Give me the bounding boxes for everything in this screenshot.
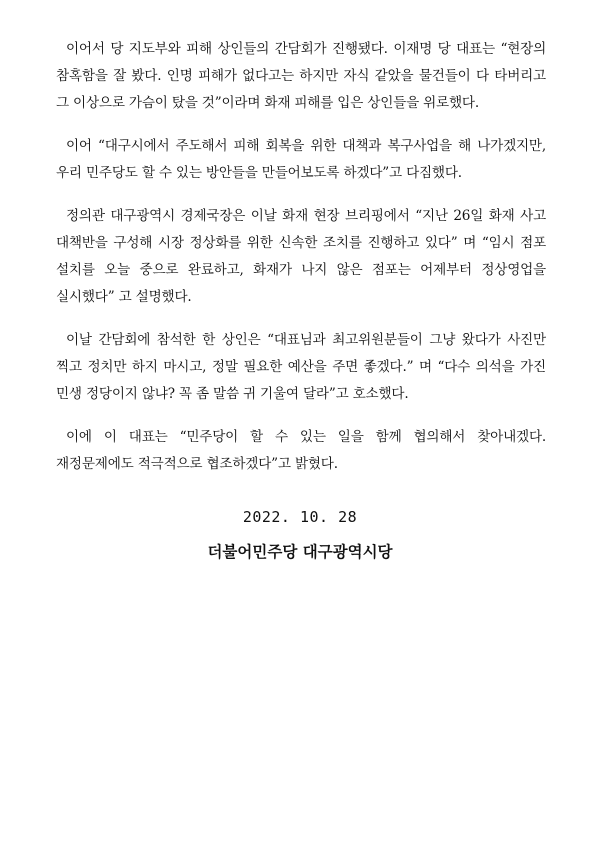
document-date: 2022. 10. 28 — [242, 508, 358, 526]
organization-name: 더불어민주당 대구광역시당 — [207, 543, 393, 561]
body-text — [56, 36, 546, 494]
paragraph-4: 이날 간담회에 참석한 한 상인은 “대표님과 최고위원분들이 그냥 왔다가 사진만 찍고 정치만 하지 마시고, 정말 필요한 예산을 주면 좋겠다.” 며 “다수 의석을 가진 민생 정당이지 않냐? 꼭 좀 말씀 귀 기울여 달라”고 호소했다. — [56, 332, 546, 402]
paragraph-1: 이어서 당 지도부와 피해 상인들의 간담회가 진행됐다. 이재명 당 대표는 “현장의 참혹함을 잘 봤다. 인명 피해가 없다고는 하지만 자식 같았을 물건들이 다 타버리고 그 이상으로 가슴이 탔을 것”이라며 화재 피해를 입은 상인들을 위로했다. — [56, 41, 546, 111]
paragraph-2: 이어 “대구시에서 주도해서 피해 회복을 위한 대책과 복구사업을 해 나가겠지만, 우리 민주당도 할 수 있는 방안들을 만들어보도록 하겠다”고 다짐했다. — [56, 138, 546, 181]
paragraph-5: 이에 이 대표는 “민주당이 할 수 있는 일을 함께 협의해서 찾아내겠다. 재정문제에도 적극적으로 협조하겠다”고 밝혔다. — [56, 429, 546, 472]
paragraph-3: 정의관 대구광역시 경제국장은 이날 화재 현장 브리핑에서 “지난 26일 화재 사고 대책반을 구성해 시장 정상화를 위한 신속한 조치를 진행하고 있다” 며 “임시 점포 설치를 오늘 중으로 완료하고, 화재가 나지 않은 점포는 어제부터 정상영업을 실시했다” 고 설명했다. — [56, 208, 546, 305]
